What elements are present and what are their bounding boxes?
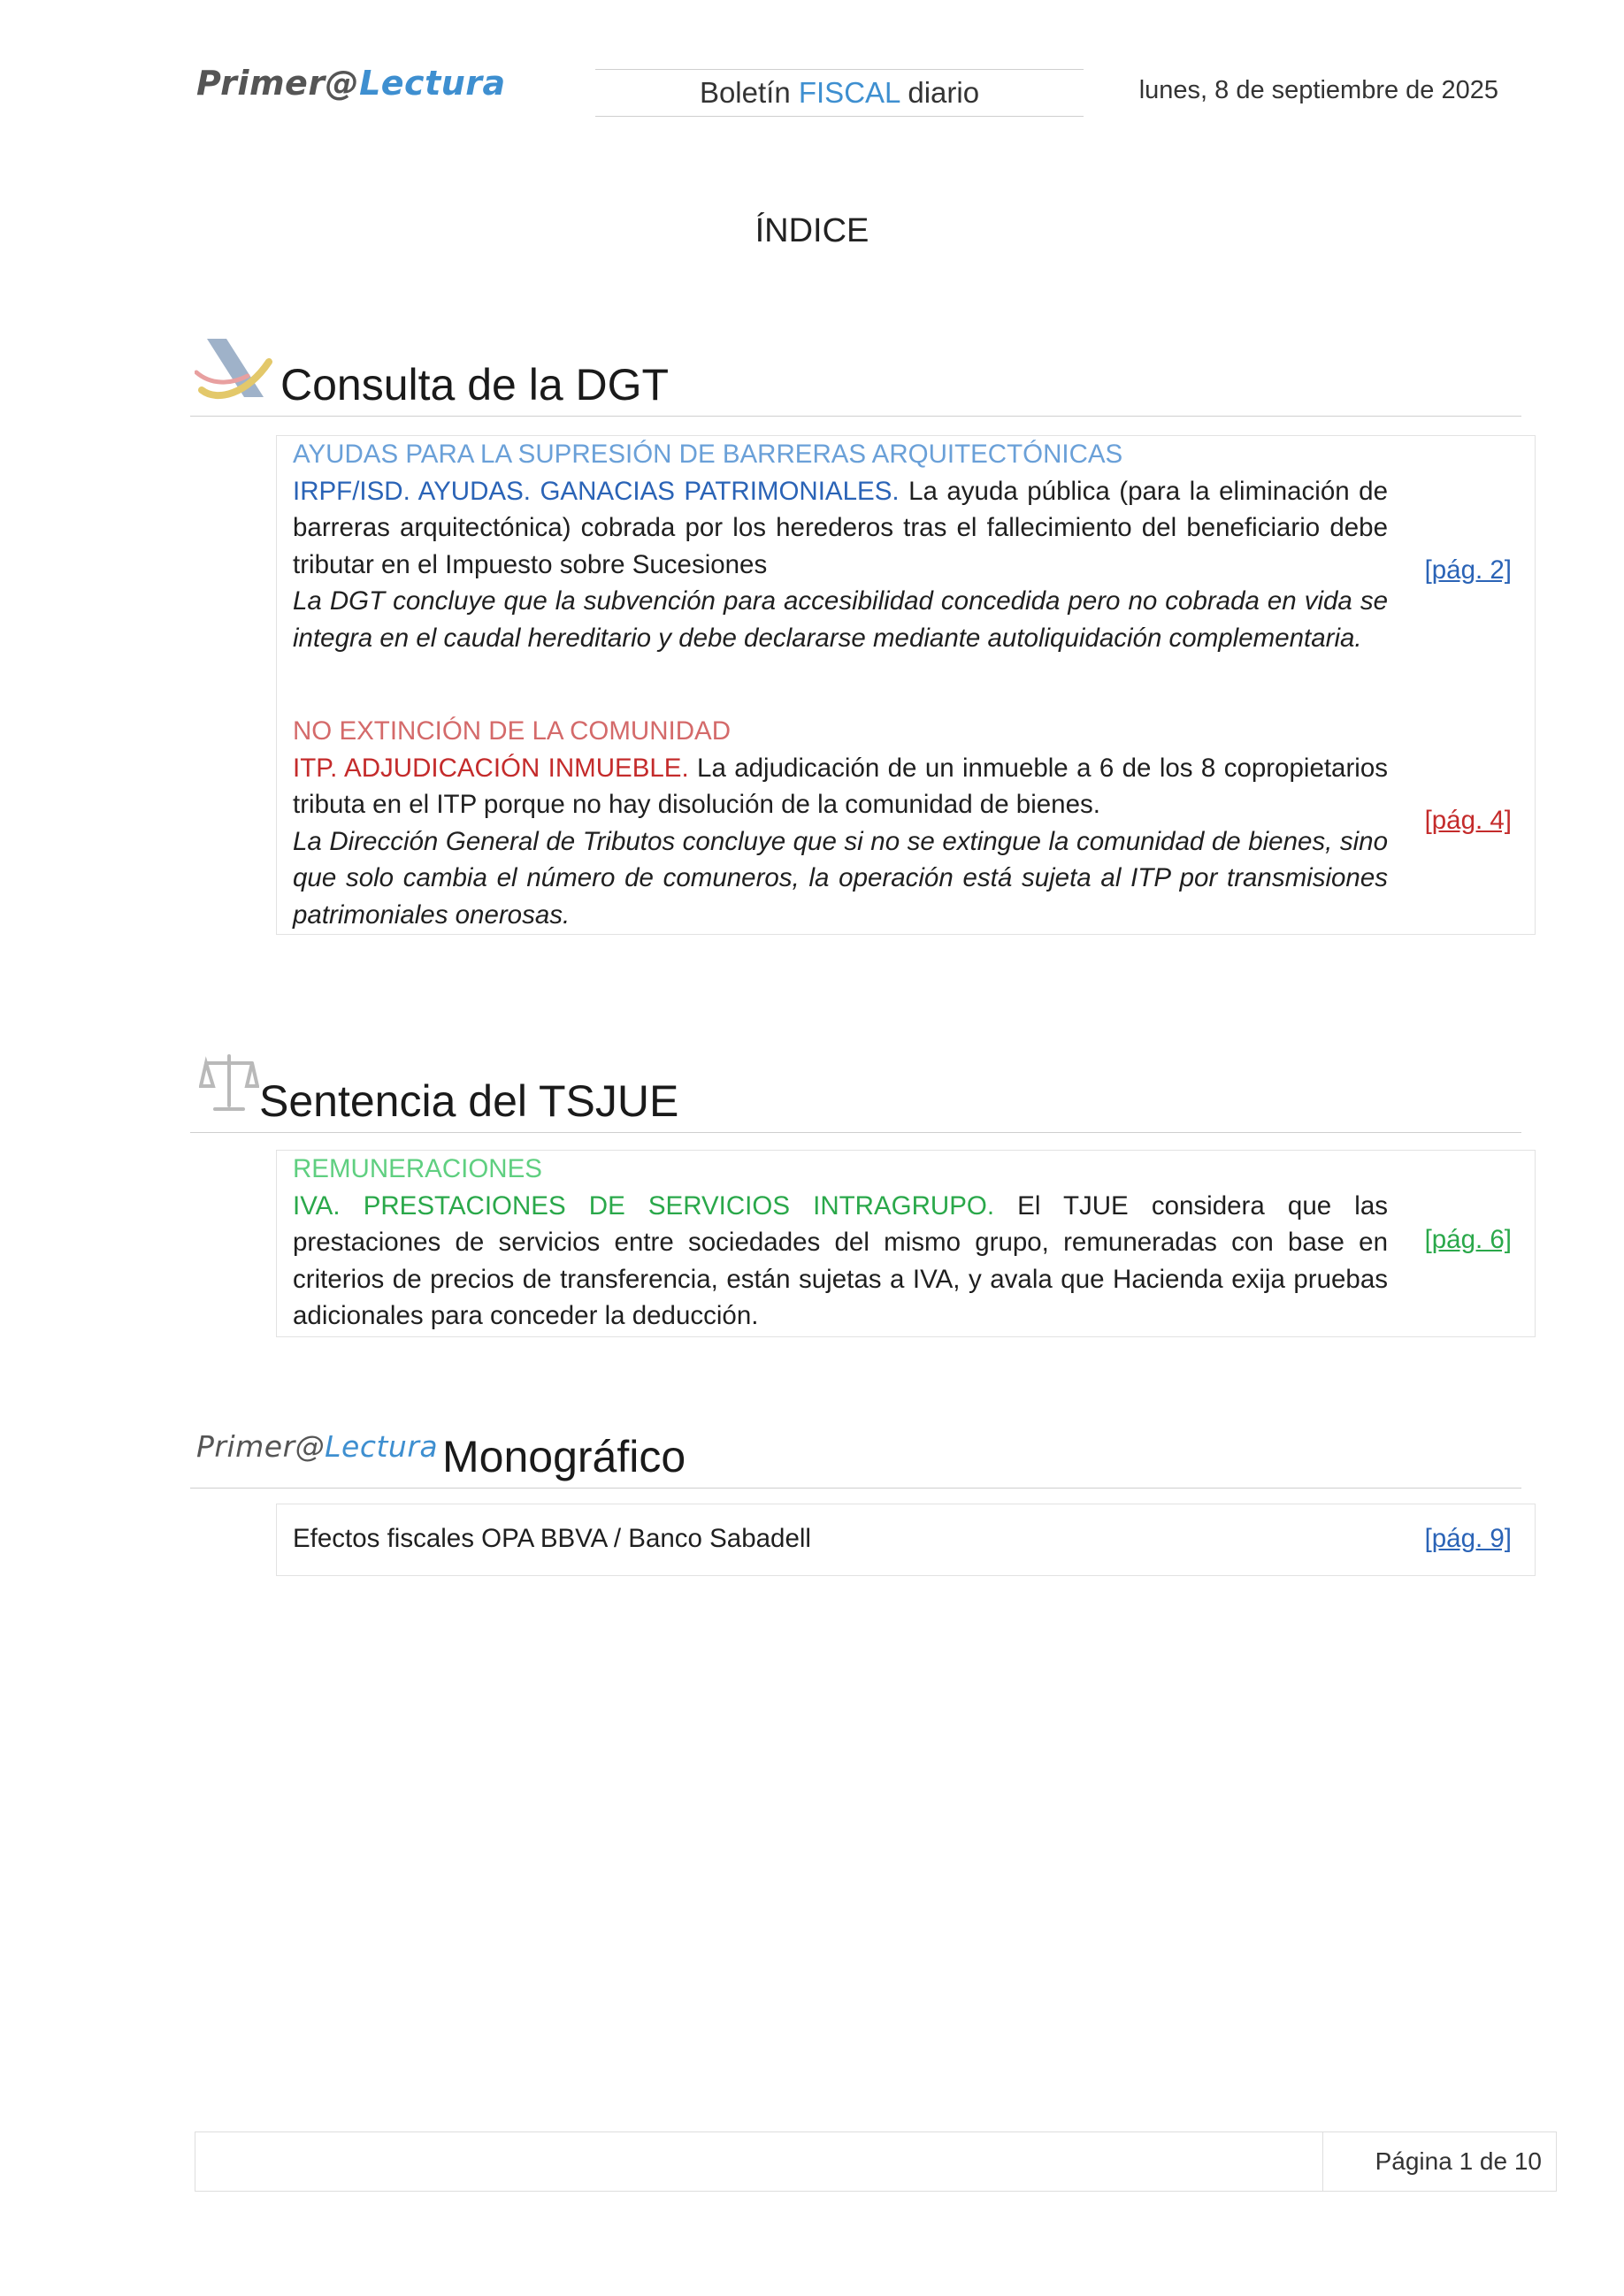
page-link-4[interactable]: [pág. 4] <box>1424 806 1512 835</box>
section-heading-dgt <box>190 327 1521 417</box>
entry-body: La ayuda pública (para la eliminación de barreras arquitectónica) cobrada por los herederos tras el fallecimiento del beneficiario debe tributar en el Impuesto sobre Sucesiones <box>293 476 1388 579</box>
index-title: ÍNDICE <box>755 212 869 249</box>
entry-category: NO EXTINCIÓN DE LA COMUNIDAD <box>293 716 732 746</box>
bulletin-fiscal: FISCAL <box>798 76 900 109</box>
monografico-entries-box <box>276 1504 1536 1576</box>
page-link-6[interactable]: [pág. 6] <box>1424 1225 1512 1254</box>
brand-part2: Lectura <box>325 1429 439 1464</box>
bulletin-title <box>595 69 1084 117</box>
section-title-monografico: Monográfico <box>442 1432 686 1481</box>
entry-category: AYUDAS PARA LA SUPRESIÓN DE BARRERAS ARQUITECTÓNICAS <box>293 440 1123 469</box>
section-heading-tsjue <box>190 1044 1521 1133</box>
tsjue-entry-1 <box>293 1151 1388 1335</box>
dgt-entry-1 <box>293 436 1388 656</box>
section-heading-monografico <box>190 1406 1521 1489</box>
bulletin-post: diario <box>900 76 980 109</box>
monografico-brand-logo <box>196 1429 438 1464</box>
monografico-entry-1 <box>293 1520 1388 1557</box>
entry-headline: IVA. PRESTACIONES DE SERVICIOS INTRAGRUPO. <box>293 1190 995 1221</box>
brand-part2: Lectura <box>359 64 506 103</box>
entry-text <box>293 473 1388 584</box>
entry-headline: ITP. ADJUDICACIÓN INMUEBLE. <box>293 753 689 783</box>
dgt-entry-2 <box>293 713 1388 933</box>
page-link-2[interactable]: [pág. 2] <box>1424 555 1512 585</box>
section-title-dgt: Consulta de la DGT <box>280 360 670 409</box>
entry-category: REMUNERACIONES <box>293 1154 542 1183</box>
page-link-9[interactable]: [pág. 9] <box>1424 1524 1512 1553</box>
entry-text <box>293 1188 1388 1335</box>
entry-headline: IRPF/ISD. AYUDAS. GANACIAS PATRIMONIALES. <box>293 476 900 506</box>
brand-part1: Primer@ <box>196 64 360 103</box>
entry-headline: Efectos fiscales OPA BBVA / Banco Sabadell <box>293 1524 811 1553</box>
dgt-entries-box <box>276 435 1536 935</box>
page-footer <box>195 2131 1557 2192</box>
tsjue-entries-box <box>276 1150 1536 1337</box>
entry-summary: La DGT concluye que la subvención para accesibilidad concedida pero no cobrada en vida se integra en el caudal hereditario y debe declararse mediante autoliquidación complementaria. <box>293 586 1388 653</box>
entry-body: El TJUE considera que las prestaciones de servicios entre sociedades del mismo grupo, remuneradas con base en criterios de precios de transferencia, están sujetas a IVA, y avala que Hacienda exija pruebas adicionales para conceder la deducción. <box>293 1190 1388 1330</box>
header-date: lunes, 8 de septiembre de 2025 <box>1138 76 1498 104</box>
section-title-tsjue: Sentencia del TSJUE <box>259 1076 679 1126</box>
scales-icon <box>199 1051 259 1114</box>
entry-body: La adjudicación de un inmueble a 6 de los 8 copropietarios tributa en el ITP porque no hay disolución de la comunidad de bienes. <box>293 753 1389 819</box>
footer-divider <box>1322 2132 1323 2191</box>
bulletin-pre: Boletín <box>699 76 799 109</box>
entry-summary: La Dirección General de Tributos concluye que si no se extingue la comunidad de bienes, sino que solo cambia el número de comuneros, la operación está sujeta al ITP por transmisiones patrimoniales onerosas. <box>293 826 1388 930</box>
entry-text <box>293 750 1388 823</box>
brand-logo <box>196 64 506 103</box>
agencia-tributaria-logo-icon <box>195 332 272 404</box>
brand-part1: Primer@ <box>196 1429 326 1464</box>
page-number: Página 1 de 10 <box>1375 2147 1542 2175</box>
